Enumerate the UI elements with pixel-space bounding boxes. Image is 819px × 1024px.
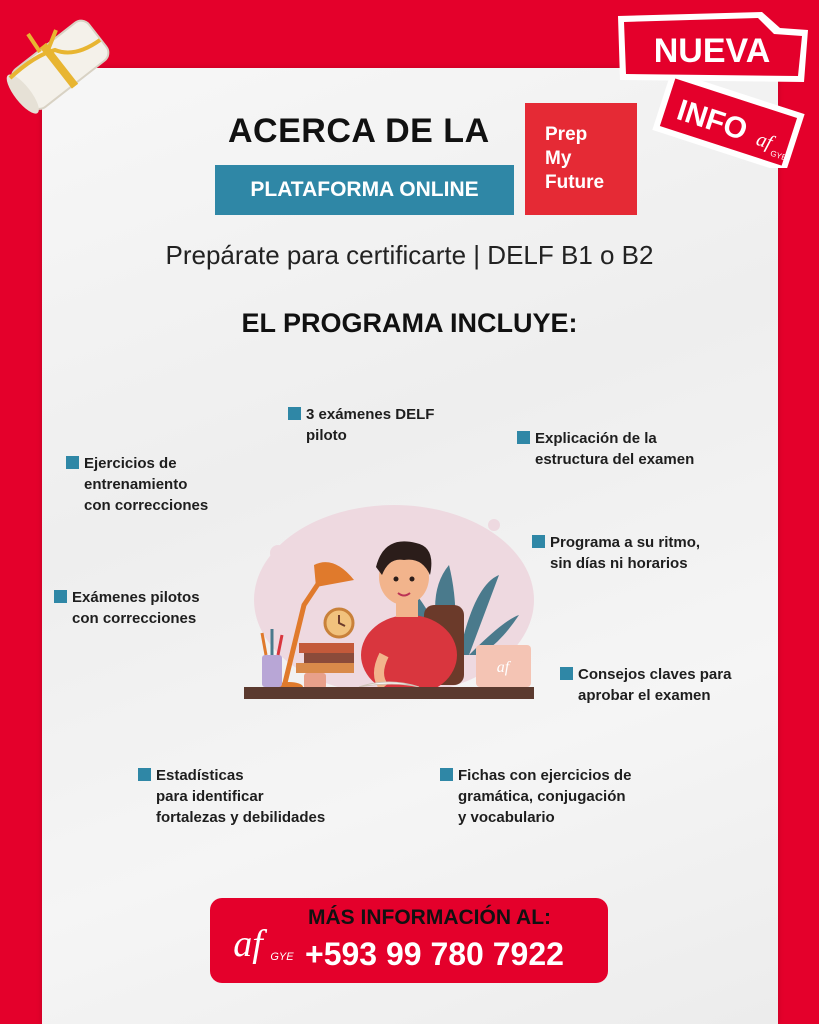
af-logo xyxy=(224,918,304,968)
af-logo-sub: GYE xyxy=(270,951,294,963)
list-item-text: Consejos claves para aprobar el examen xyxy=(578,666,732,704)
list-item-text: Estadísticas para identificar fortalezas y debilidades xyxy=(156,767,326,826)
subtitle: Prepárate para certificarte | DELF B1 o B2 xyxy=(165,240,654,270)
student-desk-illustration xyxy=(244,505,534,705)
platform-label: PLATAFORMA ONLINE xyxy=(215,165,514,215)
bullet-square-icon xyxy=(138,768,151,781)
contact-phone[interactable]: +593 99 780 7922 xyxy=(305,936,564,972)
laptop-af-logo: af xyxy=(496,659,510,676)
list-item-text: Fichas con ejercicios de gramática, conjugación y vocabulario xyxy=(458,767,632,826)
bullet-square-icon xyxy=(66,456,79,469)
brand-line-1: Prep xyxy=(545,124,588,145)
prep-my-future-logo xyxy=(525,103,637,215)
brand-line-2: My xyxy=(545,148,572,169)
bullet-square-icon xyxy=(517,431,530,444)
brand-line-3: Future xyxy=(545,172,605,193)
badge-info-text: INFO xyxy=(672,93,752,148)
badge-af-logo: af xyxy=(753,128,776,154)
page-title: ACERCA DE LA xyxy=(228,112,490,150)
list-item xyxy=(138,765,325,828)
list-item-text: Programa a su ritmo, sin días ni horarios xyxy=(550,534,701,572)
af-logo-text: af xyxy=(233,923,263,965)
badge-nueva-text: NUEVA xyxy=(653,32,771,70)
bullet-square-icon xyxy=(440,768,453,781)
list-item xyxy=(532,532,700,574)
diploma-scroll-icon xyxy=(0,0,130,150)
list-item xyxy=(440,765,631,828)
list-item xyxy=(560,664,731,706)
bullet-square-icon xyxy=(288,407,301,420)
info-badge xyxy=(640,78,810,168)
list-item xyxy=(517,428,694,470)
bullet-square-icon xyxy=(54,590,67,603)
list-item-text: Exámenes pilotos con correcciones xyxy=(72,589,200,627)
list-item xyxy=(288,404,434,446)
badge-af-sub: GYE xyxy=(769,148,788,163)
contact-label: MÁS INFORMACIÓN AL: xyxy=(308,906,552,929)
bullet-square-icon xyxy=(560,667,573,680)
list-item xyxy=(54,587,200,629)
list-item-text: 3 exámenes DELF piloto xyxy=(306,406,435,444)
section-title: EL PROGRAMA INCLUYE: xyxy=(241,308,578,338)
list-item-text: Explicación de la estructura del examen xyxy=(535,430,695,468)
list-item-text: Ejercicios de entrenamiento con correcciones xyxy=(84,455,209,514)
list-item xyxy=(66,453,208,516)
